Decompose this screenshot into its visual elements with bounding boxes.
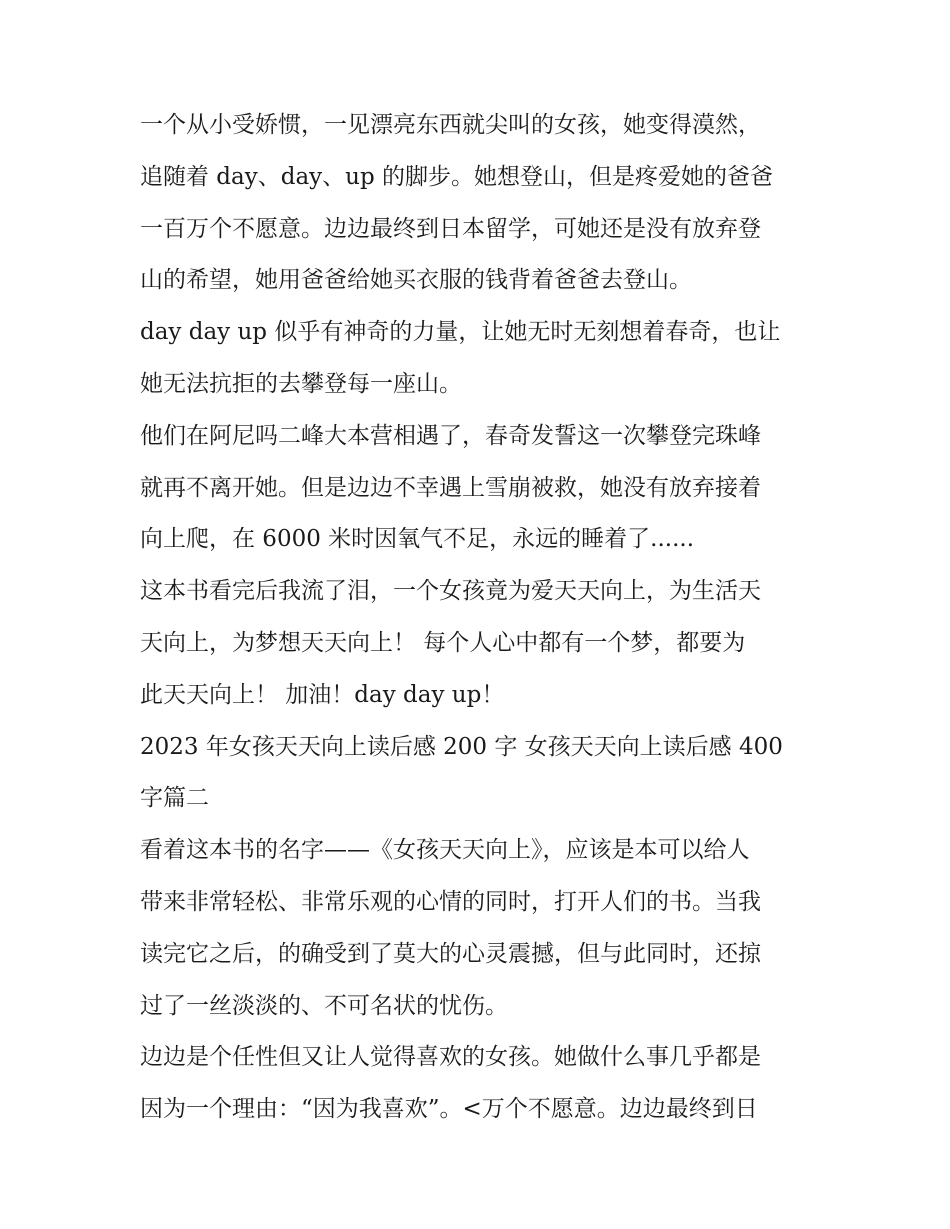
text-line: 字篇二 xyxy=(140,785,209,812)
text-line: 天向上，为梦想天天向上！ 每个人心中都有一个梦，都要为 xyxy=(140,629,746,656)
text-line: 一百万个不愿意。边边最终到日本留学，可她还是没有放弃登 xyxy=(140,215,761,242)
text-line: 山的希望，她用爸爸给她买衣服的钱背着爸爸去登山。 xyxy=(140,267,692,294)
text-line: 就再不离开她。但是边边不幸遇上雪崩被救，她没有放弃接着 xyxy=(140,474,761,501)
text-line: 她无法抗拒的去攀登每一座山。 xyxy=(140,370,462,397)
text-line: 看着这本书的名字——《女孩天天向上》，应该是本可以给人 xyxy=(140,837,750,864)
text-line: 带来非常轻松、非常乐观的心情的同时，打开人们的书。当我 xyxy=(140,888,761,915)
text-line: 一个从小受娇惯，一见漂亮东西就尖叫的女孩，她变得漠然， xyxy=(140,112,761,138)
text-line: 2023 年女孩天天向上读后感 200 字 女孩天天向上读后感 400 xyxy=(140,733,783,760)
text-line: 读完它之后，的确受到了莫大的心灵震撼，但与此同时，还掠 xyxy=(140,940,761,967)
document-page xyxy=(140,100,820,1136)
text-line: 过了一丝淡淡的、不可名状的忧伤。 xyxy=(140,992,508,1019)
text-line: 向上爬，在 6000 米时因氧气不足，永远的睡着了...... xyxy=(140,526,695,553)
text-line: 因为一个理由：“因为我喜欢”。<万个不愿意。边边最终到日 xyxy=(140,1096,758,1123)
text-line: day day up 似乎有神奇的力量，让她无时无刻想着春奇，也让 xyxy=(140,319,781,346)
text-line: 他们在阿尼吗二峰大本营相遇了，春奇发誓这一次攀登完珠峰 xyxy=(140,422,761,449)
text-line: 追随着 day、day、up 的脚步。她想登山，但是疼爱她的爸爸 xyxy=(140,163,774,190)
text-line: 这本书看完后我流了泪，一个女孩竟为爱天天向上，为生活天 xyxy=(140,578,761,605)
text-line: 边边是个任性但又让人觉得喜欢的女孩。她做什么事几乎都是 xyxy=(140,1044,761,1071)
text-line: 此天天向上！ 加油！day day up！ xyxy=(140,681,505,708)
